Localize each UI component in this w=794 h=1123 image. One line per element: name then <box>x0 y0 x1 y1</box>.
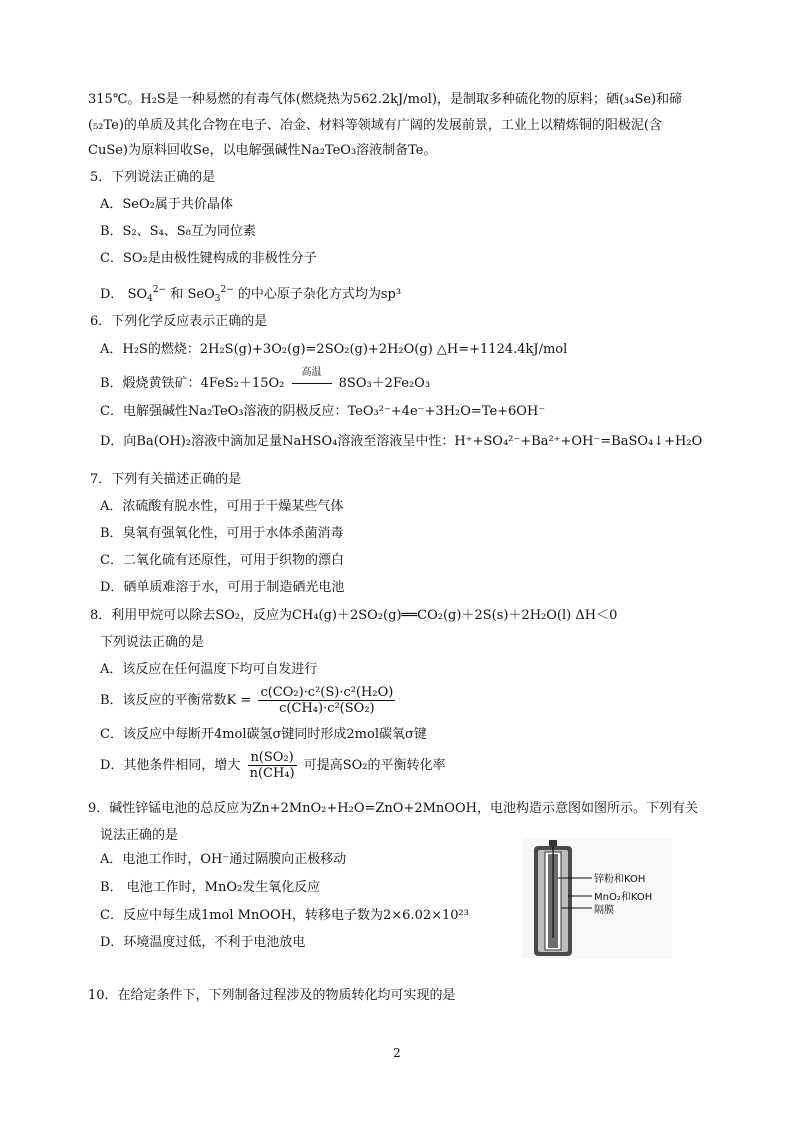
intro-line-2: (₅₂Te)的单质及其化合物在电子、冶金、材料等领域有广阔的发展前景，工业上以精炼铜的阳极泥(含 <box>88 118 662 133</box>
equilibrium-constant-fraction <box>258 685 395 716</box>
q8-option-d <box>100 749 446 783</box>
q7-stem: 7．下列有关描述正确的是 <box>90 472 242 487</box>
q5-option-d-suffix: 的中心原子杂化方式均为sp³ <box>237 287 402 302</box>
q8-option-d-suffix: 可提高SO₂的平衡转化率 <box>303 758 446 773</box>
sulfate-ion-formula: $SO_4^{2-}$ <box>127 285 167 304</box>
fraction-numerator: c(CO₂)·c²(S)·c²(H₂O) <box>260 685 394 700</box>
intro-line-3: CuSe)为原料回收Se，以电解强碱性Na₂TeO₃溶液制备Te。 <box>88 143 437 158</box>
reaction-condition-text: 高温 <box>301 367 322 378</box>
q8-option-b-prefix: B．该反应的平衡常数K = <box>100 693 252 708</box>
intro-line-1: 315℃。H₂S是一种易燃的有毒气体(燃烧热为562.2kJ/mol)，是制取多种硫化物的原料；硒(₃₄Se)和碲 <box>88 92 683 107</box>
q5-option-d-prefix: D． <box>100 287 124 302</box>
q10-stem: 10．在给定条件下，下列制备过程涉及的物质转化均可实现的是 <box>88 988 456 1003</box>
q9-stem-2: 说法正确的是 <box>100 828 179 843</box>
battery-terminal <box>549 840 557 846</box>
label-zinc-koh: 锌粉和KOH <box>594 874 646 885</box>
reaction-condition <box>290 367 334 394</box>
q7-option-c: C．二氧化硫有还原性，可用于织物的漂白 <box>100 553 344 568</box>
q7-option-a: A．浓硫酸有脱水性，可用于干燥某些气体 <box>100 499 344 514</box>
reaction-condition-line <box>292 383 332 384</box>
q6-option-d: D．向Ba(OH)₂溶液中滴加足量NaHSO₄溶液至溶液呈中性：H⁺+SO₄²⁻+Ba²⁺+OH⁻=BaSO₄↓+H₂O <box>100 434 703 449</box>
q6-option-b-prefix: B．煅烧黄铁矿：4FeS₂＋15O₂ <box>100 376 285 391</box>
page-number: 2 <box>393 1046 401 1060</box>
fraction-denominator: n(CH₄) <box>249 766 295 781</box>
label-separator: 隔膜 <box>594 905 614 916</box>
q5-option-c: C．SO₂是由极性键构成的非极性分子 <box>100 251 317 266</box>
q5-option-d <box>100 280 401 309</box>
and-word: 和 <box>170 287 184 302</box>
q6-option-b-suffix: 8SO₃＋2Fe₂O₃ <box>338 376 431 391</box>
q9-option-a: A．电池工作时，OH⁻通过隔膜向正极移动 <box>100 852 347 867</box>
battery-diagram <box>522 838 672 958</box>
q8-option-d-prefix: D．其他条件相同，增大 <box>100 758 241 773</box>
fraction-numerator: n(SO₂) <box>248 750 297 766</box>
q6-option-c: C．电解强碱性Na₂TeO₃溶液的阴极反应：TeO₃²⁻+4e⁻+3H₂O=Te+6OH⁻ <box>100 404 546 419</box>
q8-option-a: A．该反应在任何温度下均可自发进行 <box>100 662 318 677</box>
q8-option-c: C．该反应中每断开4mol碳氢σ键同时形成2mol碳氧σ键 <box>100 727 427 742</box>
q9-option-c: C．反应中每生成1mol MnOOH，转移电子数为2×6.02×10²³ <box>100 908 469 923</box>
q8-stem: 8．利用甲烷可以除去SO₂，反应为CH₄(g)＋2SO₂(g)══CO₂(g)＋2S(s)＋2H₂O(l) ΔH＜0 <box>90 608 618 623</box>
fraction-denominator: c(CH₄)·c²(SO₂) <box>279 701 375 716</box>
q9-stem: 9．碱性锌锰电池的总反应为Zn+2MnO₂+H₂O=ZnO+2MnOOH，电池构造示意图如图所示。下列有关 <box>88 801 698 816</box>
q8-option-b <box>100 684 398 718</box>
q5-option-a: A．SeO₂属于共价晶体 <box>100 197 233 212</box>
q6-option-b <box>100 367 431 394</box>
q5-stem: 5．下列说法正确的是 <box>90 170 216 185</box>
q9-option-d: D．环境温度过低，不利于电池放电 <box>100 935 306 950</box>
q5-option-b: B．S₂、S₄、S₈互为同位素 <box>100 224 256 239</box>
q7-option-d: D．硒单质难溶于水，可用于制造硒光电池 <box>100 580 345 595</box>
q7-option-b: B．臭氧有强氧化性，可用于水体杀菌消毒 <box>100 526 344 541</box>
selenite-ion-formula: SeO$_3^{2-}$ <box>187 285 234 304</box>
q6-stem: 6．下列化学反应表示正确的是 <box>90 314 268 329</box>
q9-option-b: B． 电池工作时，MnO₂发生氧化反应 <box>100 880 321 895</box>
q6-option-a: A．H₂S的燃烧：2H₂S(g)+3O₂(g)=2SO₂(g)+2H₂O(g) △H=+1124.4kJ/mol <box>100 342 568 357</box>
q8-stem-2: 下列说法正确的是 <box>100 635 205 650</box>
mole-ratio-fraction <box>248 750 297 781</box>
label-mno2-koh: MnO₂和KOH <box>594 892 653 903</box>
